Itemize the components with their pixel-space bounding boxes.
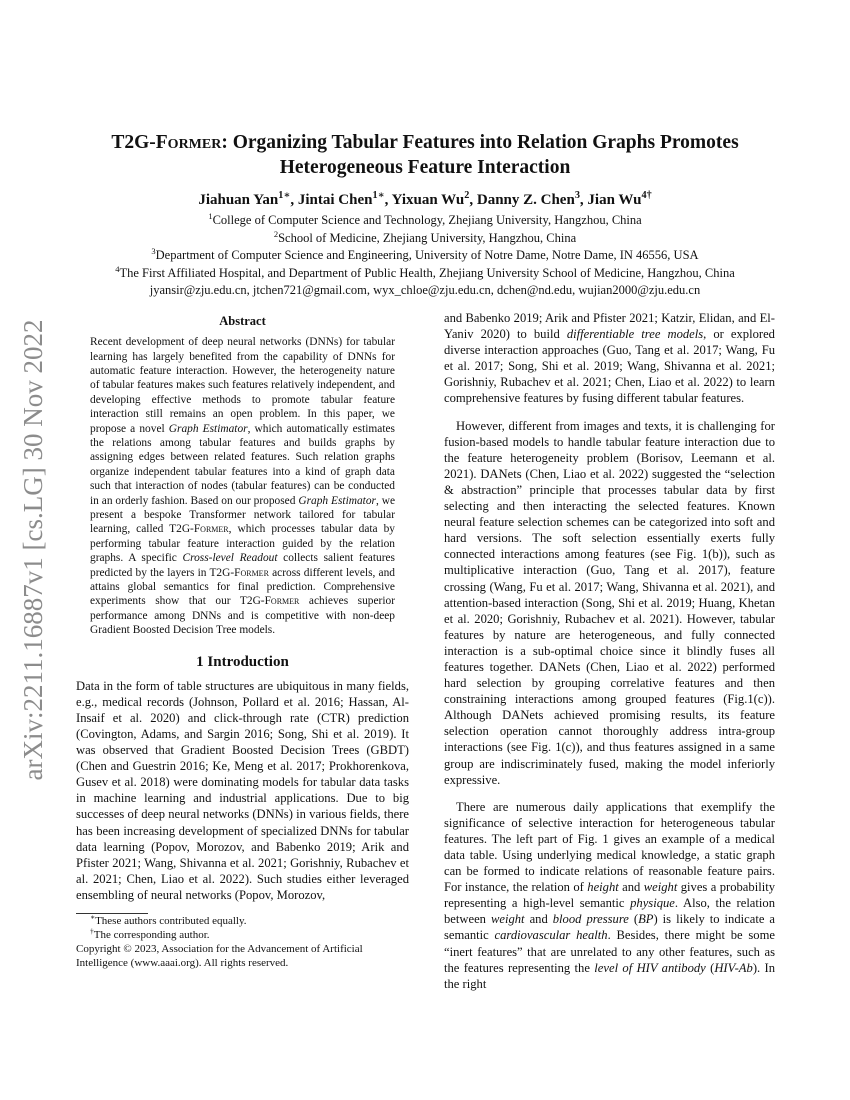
- affiliation: $^3$Department of Computer Science and Engineering, University of Notre Dame, Notre Dame, IN 46556, USA: [151, 245, 699, 262]
- author: Yixuan Wu$^2$: [391, 190, 470, 208]
- abstract-text: Recent development of deep neural networks (DNNs) for tabular learning has largely benefited from the capability of DNNs for automatic feature interaction. However, the heterogeneity nature of tabular features makes such features relatively independent, and developing effective methods to promote tabular feature interaction still remains an open problem. In this paper, we propose a novel Graph Estimator, which automatically estimates the relations among tabular features and builds graphs by assigning edges between related features. Such relation graphs organize independent tabular features into a kind of graph data such that interaction of nodes (tabular features) can be conducted in an orderly fashion. Based on our proposed Graph Estimator, we present a bespoke Transformer network tailored for tabular learning, called T2G-Former, which processes tabular data by performing tabular feature interaction guided by the relation graphs. A specific Cross-level Readout collects salient features predicted by the layers in T2G-Former across different levels, and attains global semantics for final prediction. Comprehensive experiments show that our T2G-Former achieves superior performance among DNNs and is competitive with non-deep Gradient Boosted Decision Tree models.: [90, 336, 395, 637]
- intro-paragraph-1-continued: and Babenko 2019; Arik and Pfister 2021; Katzir, Elidan, and El-Yaniv 2020) to build differentiable tree models, or explored diverse interaction approaches (Guo, Tang et al. 2017; Wang, Fu et al. 2017; Song, Shi et al. 2019; Wang, Shivanna et al. 2021; Gorishniy, Rubachev et al. 2021; Chen, Liao et al. 2022) to learn comprehensive features by fusing different tabular features.: [444, 311, 775, 406]
- footnote-corresponding-author: †The corresponding author.: [90, 926, 210, 942]
- section-heading-introduction: 1 Introduction: [196, 653, 289, 670]
- left-column: [76, 310, 409, 970]
- author-list: Jiahuan Yan$^{1∗}$, Jintai Chen$^{1∗}$, Yixuan Wu$^2$, Danny Z. Chen$^3$, Jian $Wu^{4\dagger}$: [198, 190, 652, 208]
- title-line-1: T2G-Former: Organizing Tabular Features into Relation Graphs Promotes: [111, 132, 739, 153]
- arxiv-stamp-svg: [14, 200, 54, 900]
- intro-paragraph-2: However, different from images and texts, it is challenging for fusion-based models to handle tabular feature interaction due to the feature heterogeneity problem (Borisov, Leemann et al. 2021). DANets (Chen, Liao et al. 2022) suggested the “selection & abstraction” principle that processes tabular data by first selecting and then interacting the selected features. Known neural feature selection schemes can be categorized into soft and hard versions. The soft selection essentially exerts fully connected interactions among features (see Fig. 1(b)), such as multiplicative interaction (Guo, Tang et al. 2017), feature crossing (Wang, Fu et al. 2017; Wang, Shivanna et al. 2021), and attention-based interaction (Song, Shi et al. 2019; Huang, Khetan et al. 2020; Gorishniy, Rubachev et al. 2021). However, tabular features by nature are heterogeneous, and fully connected interaction is a sub-optimal choice since it blindly fuses all features together. DANets (Chen, Liao et al. 2022) performed hard selection by grouping correlative features and then constraining interactions among grouped features (Fig.1(c)). Although DANets achieved promising results, its feature selection operation cannot thoroughly address intra-group interactions (see Fig. 1(c)), and thus features assigned in a same group are indiscriminately fused, making the model inferiorly expressive.: [444, 418, 775, 787]
- intro-paragraph-1: Data in the form of table structures are ubiquitous in many fields, e.g., medical records (Johnson, Pollard et al. 2016; Hassan, Al-Insaif et al. 2020) and click-through rate (CTR) prediction (Covington, Adams, and Sargin 2016; Song, Shi et al. 2019). It was observed that Gradient Boosted Decision Trees (GBDT) (Chen and Guestrin 2016; Ke, Meng et al. 2017; Prokhorenkova, Gusev et al. 2018) were dominating models for tabular data tasks in machine learning and industrial applications. Due to big successes of deep neural networks (DNNs) in various fields, there has been increasing development of specialized DNNs for tabular data learning (Popov, Morozov, and Babenko 2019; Arik and Pfister 2021; Wang, Shivanna et al. 2021; Gorishniy, Rubachev et al. 2021; Chen, Liao et al. 2022). Such studies either leveraged ensembling of neural networks (Popov, Morozov,: [76, 678, 409, 902]
- footnote-equal-contribution: ∗These authors contributed equally.: [90, 912, 247, 928]
- paper-title: [60, 130, 790, 180]
- affiliation: $^2$School of Medicine, Zhejiang University, Hangzhou, China: [273, 228, 577, 245]
- author: Jintai Chen$^{1∗}$: [297, 190, 385, 208]
- author: Danny Z. Chen$^3$: [476, 190, 580, 208]
- affiliation: $^1$College of Computer Science and Technology, Zhejiang University, Hangzhou, China: [208, 210, 642, 227]
- author: Jiahuan Yan$^{1∗}$: [198, 190, 291, 208]
- copyright-notice: Copyright © 2023, Association for the Advancement of Artificial Intelligence (www.aaai.org). All rights reserved.: [76, 943, 363, 970]
- affiliations: [40, 212, 810, 300]
- abstract-heading: Abstract: [219, 314, 266, 328]
- author: Jian $Wu^{4\dagger}$: [587, 190, 652, 208]
- intro-paragraph-3: There are numerous daily applications that exemplify the significance of selective interaction for heterogeneous tabular features. The left part of Fig. 1 gives an example of a medical data table. Using underlying medical knowledge, a static graph can be formed to indicate relations of reasonable feature pairs. For instance, the relation of height and weight gives a probability representing a high-level semantic physique. Also, the relation between weight and blood pressure (BP) is likely to indicate a semantic cardiovascular health. Besides, there might be some “inert features” that are unrelated to any other features, such as the features representing the level of HIV antibody (HIV-Ab). In the right: [444, 799, 776, 991]
- arxiv-stamp: [14, 200, 54, 900]
- author-emails: jyansir@zju.edu.cn, jtchen721@gmail.com, wyx_chloe@zju.edu.cn, dchen@nd.edu, wujian2000@zju.edu.cn: [149, 283, 701, 297]
- title-line-2: Heterogeneous Feature Interaction: [279, 157, 571, 178]
- right-column: [444, 310, 775, 992]
- arxiv-id-text: arXiv:2211.16887v1 [cs.LG] 30 Nov 2022: [18, 319, 48, 781]
- affiliation: $^4$The First Affiliated Hospital, and Department of Public Health, Zhejiang University School of Medicine, Hangzhou, China: [115, 263, 735, 280]
